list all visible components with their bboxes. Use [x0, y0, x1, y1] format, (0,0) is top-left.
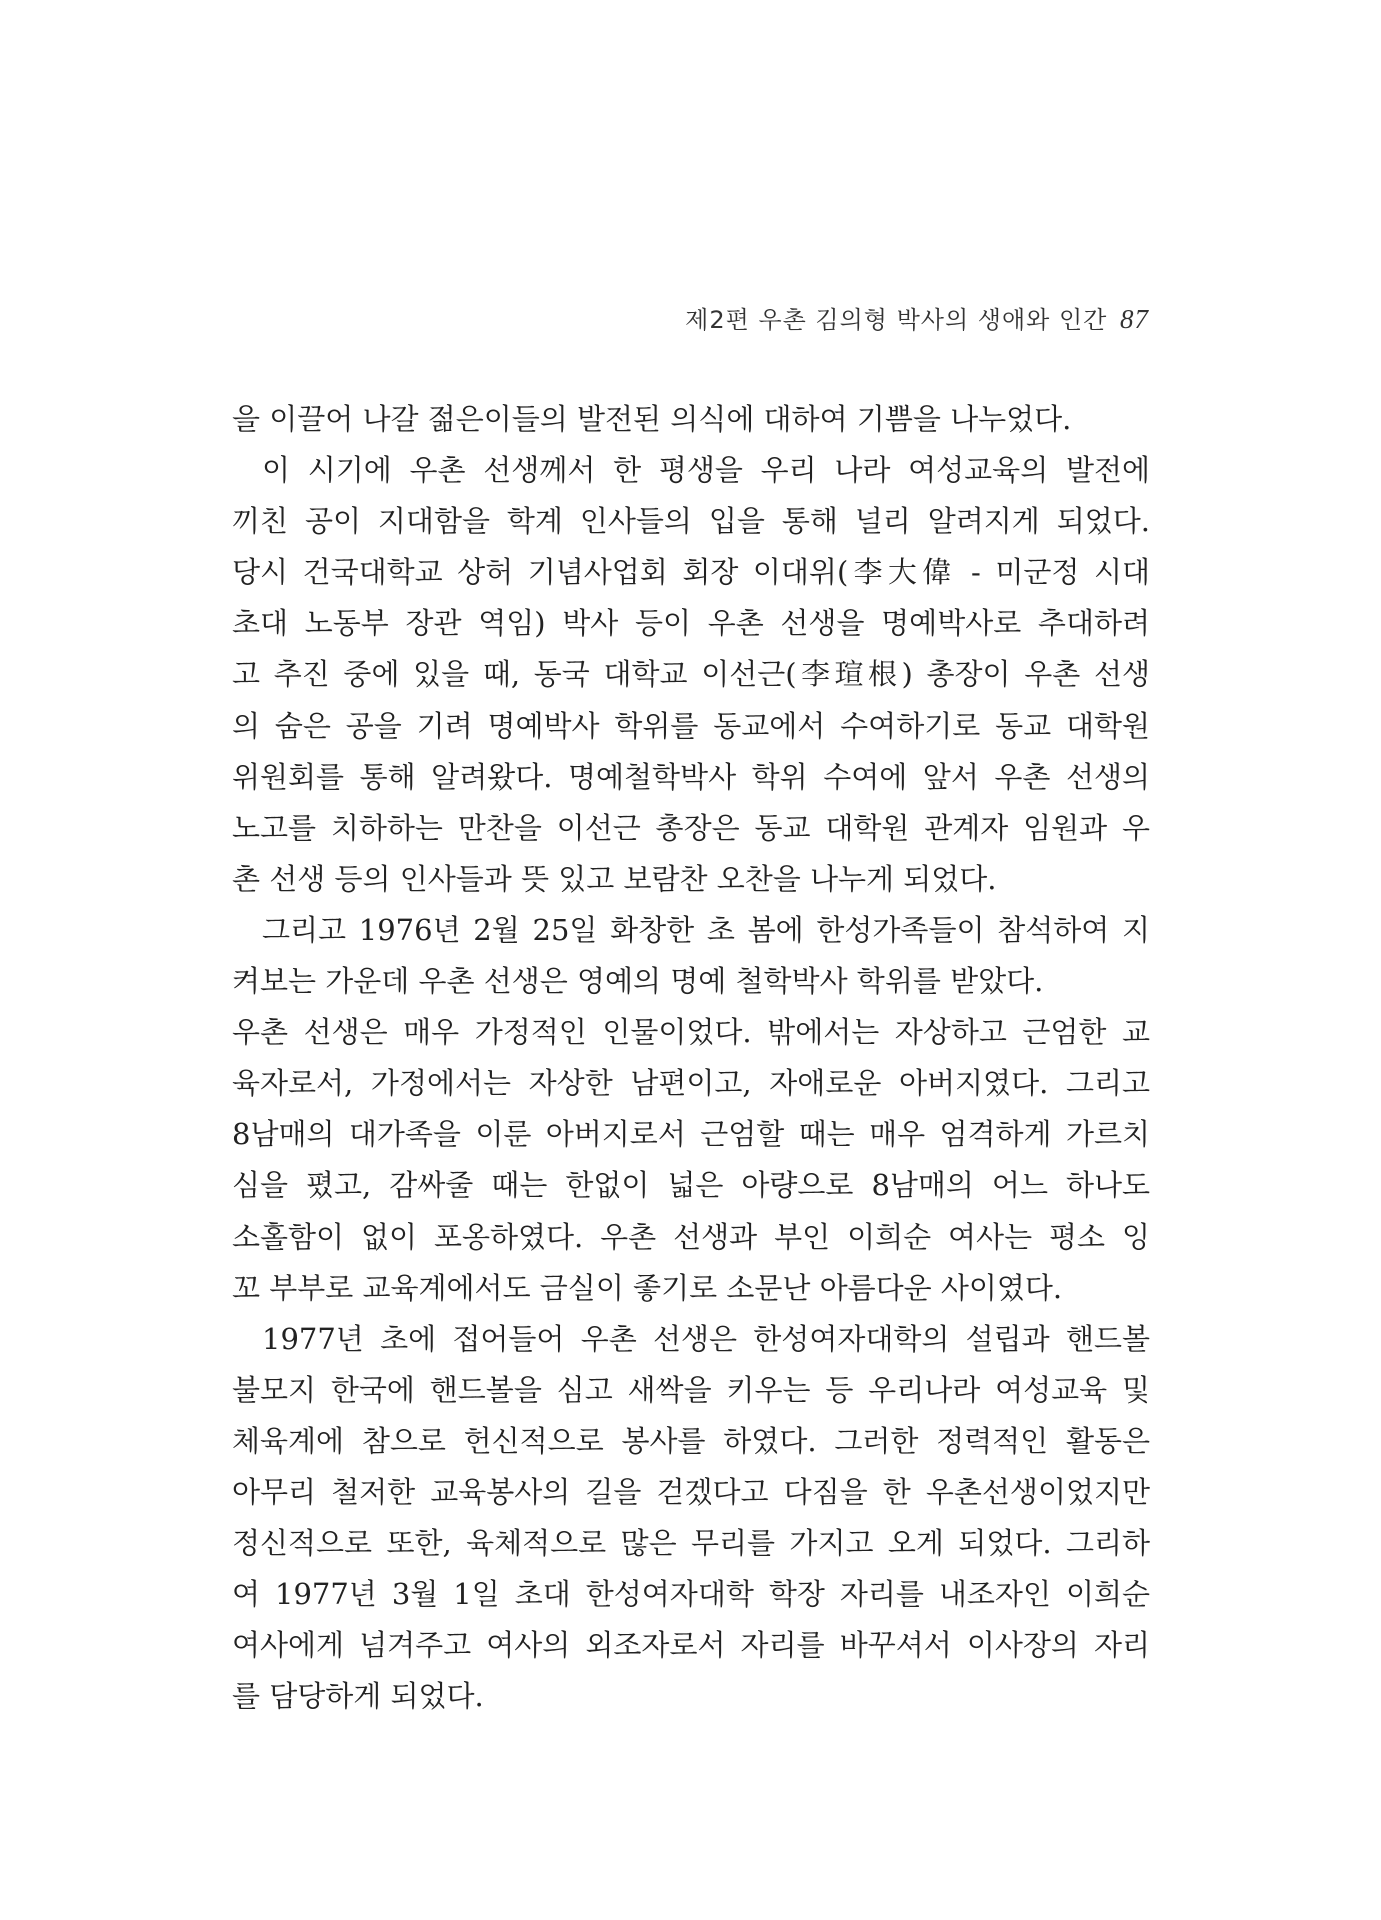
chapter-title: 제2편 우촌 김의형 박사의 생애와 인간	[685, 306, 1108, 334]
text-line: 1977년 초에 접어들어 우촌 선생은 한성여자대학의 설립과 핸드볼	[262, 1321, 1150, 1356]
text-line: 노고를 치하하는 만찬을 이선근 총장은 동교 대학원 관계자 임원과 우	[232, 810, 1150, 845]
text-line: 육자로서, 가정에서는 자상한 남편이고, 자애로운 아버지였다. 그리고	[232, 1066, 1150, 1101]
text-line: 켜보는 가운데 우촌 선생은 영예의 명예 철학박사 학위를 받았다.	[232, 964, 1044, 999]
text-line: 위원회를 통해 알려왔다. 명예철학박사 학위 수여에 앞서 우촌 선생의	[232, 759, 1150, 794]
running-header	[685, 300, 1149, 335]
text-line: 끼친 공이 지대함을 학계 인사들의 입을 통해 널리 알려지게 되었다.	[232, 504, 1150, 539]
text-line: 고 추진 중에 있을 때, 동국 대학교 이선근(李瑄根) 총장이 우촌 선생	[232, 657, 1150, 692]
text-line: 당시 건국대학교 상허 기념사업회 회장 이대위(李大偉 - 미군정 시대	[232, 555, 1150, 590]
text-line: 꼬 부부로 교육계에서도 금실이 좋기로 소문난 아름다운 사이였다.	[232, 1270, 1063, 1305]
text-line: 초대 노동부 장관 역임) 박사 등이 우촌 선생을 명예박사로 추대하려	[232, 606, 1150, 641]
text-line: 를 담당하게 되었다.	[232, 1679, 484, 1714]
text-line: 의 숨은 공을 기려 명예박사 학위를 동교에서 수여하기로 동교 대학원	[232, 708, 1150, 743]
text-line: 여 1977년 3월 1일 초대 한성여자대학 학장 자리를 내조자인 이희순	[232, 1577, 1150, 1612]
text-line: 불모지 한국에 핸드볼을 심고 새싹을 키우는 등 우리나라 여성교육 및	[232, 1372, 1150, 1407]
text-line: 8남매의 대가족을 이룬 아버지로서 근엄할 때는 매우 엄격하게 가르치	[232, 1117, 1150, 1152]
text-line: 체육계에 참으로 헌신적으로 봉사를 하였다. 그러한 정력적인 활동은	[232, 1423, 1150, 1458]
text-line: 그리고 1976년 2월 25일 화창한 초 봄에 한성가족들이 참석하여 지	[262, 912, 1150, 947]
text-line: 심을 폈고, 감싸줄 때는 한없이 넓은 아량으로 8남매의 어느 하나도	[232, 1168, 1150, 1203]
text-line: 을 이끌어 나갈 젊은이들의 발전된 의식에 대하여 기쁨을 나누었다.	[232, 402, 1072, 436]
text-line: 정신적으로 또한, 육체적으로 많은 무리를 가지고 오게 되었다. 그리하	[232, 1526, 1150, 1561]
text-line: 소홀함이 없이 포옹하였다. 우촌 선생과 부인 이희순 여사는 평소 잉	[232, 1219, 1150, 1254]
text-line: 아무리 철저한 교육봉사의 길을 걷겠다고 다짐을 한 우촌선생이었지만	[232, 1474, 1150, 1509]
body-text	[232, 394, 1150, 1722]
text-line: 촌 선생 등의 인사들과 뜻 있고 보람찬 오찬을 나누게 되었다.	[232, 861, 997, 896]
text-line: 이 시기에 우촌 선생께서 한 평생을 우리 나라 여성교육의 발전에	[262, 453, 1150, 488]
text-line: 우촌 선생은 매우 가정적인 인물이었다. 밖에서는 자상하고 근엄한 교	[232, 1015, 1150, 1050]
page-number: 87	[1120, 304, 1149, 334]
text-line: 여사에게 넘겨주고 여사의 외조자로서 자리를 바꾸셔서 이사장의 자리	[232, 1628, 1150, 1663]
